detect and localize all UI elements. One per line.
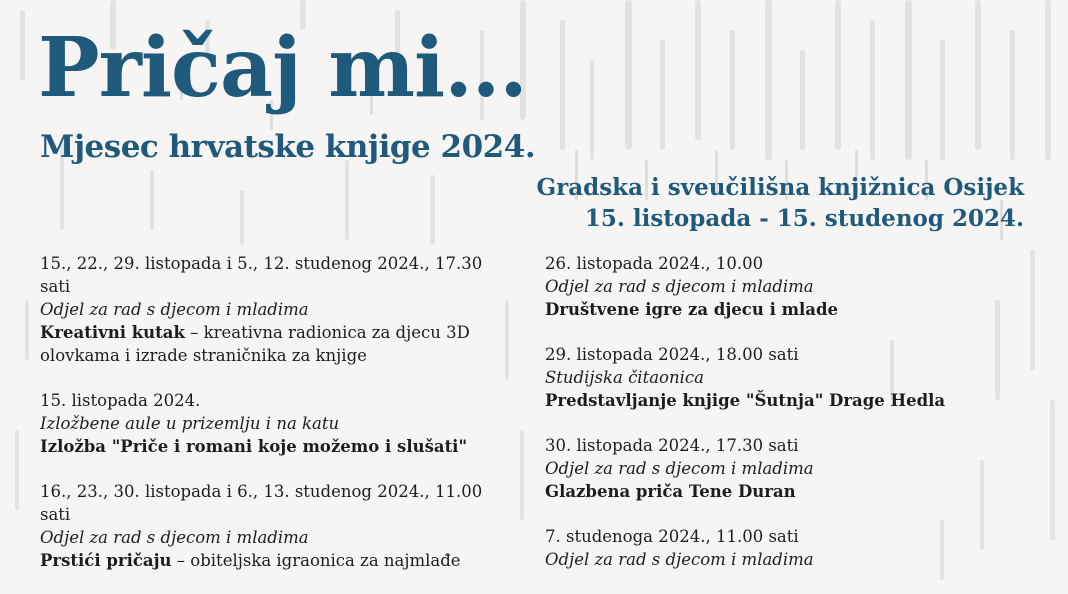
event-title: Društvene igre za djecu i mlade — [545, 300, 839, 319]
event-description: – obiteljska igraonica za najmlađe — [171, 551, 461, 570]
event-item — [545, 343, 1025, 412]
venue-block — [536, 172, 1024, 234]
event-item — [40, 389, 510, 458]
page-subtitle: Mjesec hrvatske knjige 2024. — [40, 129, 536, 165]
venue-name: Gradska i sveučilišna knjižnica Osijek — [536, 174, 1024, 201]
event-location: Odjel za rad s djecom i mladima — [40, 300, 309, 319]
event-date: 15. listopada 2024. — [40, 391, 201, 410]
event-title: Glazbena priča Tene Duran — [545, 482, 796, 501]
event-item — [545, 525, 1025, 571]
event-item — [40, 480, 510, 572]
event-title: Predstavljanje knjige "Šutnja" Drage Hedla — [545, 391, 946, 410]
event-period: 15. listopada - 15. studenog 2024. — [584, 205, 1024, 232]
event-description: – kreativna radionica za djecu 3D olovkama i izrade straničnika za knjige — [40, 323, 470, 365]
event-location: Odjel za rad s djecom i mladima — [545, 277, 814, 296]
event-item — [545, 434, 1025, 503]
event-location: Odjel za rad s djecom i mladima — [545, 550, 814, 569]
event-date: 26. listopada 2024., 10.00 — [545, 254, 764, 273]
events-right-column — [545, 252, 1025, 593]
page-title: Pričaj mi... — [38, 20, 527, 116]
event-item — [40, 252, 510, 367]
event-location: Izložbene aule u prizemlju i na katu — [40, 414, 340, 433]
event-title: Kreativni kutak — [40, 323, 185, 342]
event-item — [545, 252, 1025, 321]
event-location: Odjel za rad s djecom i mladima — [545, 459, 814, 478]
event-location: Studijska čitaonica — [545, 368, 704, 387]
event-title: Prstići pričaju — [40, 551, 172, 570]
event-location: Odjel za rad s djecom i mladima — [40, 528, 309, 547]
event-date: 15., 22., 29. listopada i 5., 12. studenog 2024., 17.30 sati — [40, 254, 483, 296]
event-date: 29. listopada 2024., 18.00 sati — [545, 345, 799, 364]
events-left-column — [40, 252, 510, 594]
event-date: 7. studenoga 2024., 11.00 sati — [545, 527, 799, 546]
event-title: Izložba "Priče i romani koje možemo i slušati" — [40, 437, 468, 456]
event-date: 30. listopada 2024., 17.30 sati — [545, 436, 799, 455]
event-date: 16., 23., 30. listopada i 6., 13. studenog 2024., 11.00 sati — [40, 482, 483, 524]
